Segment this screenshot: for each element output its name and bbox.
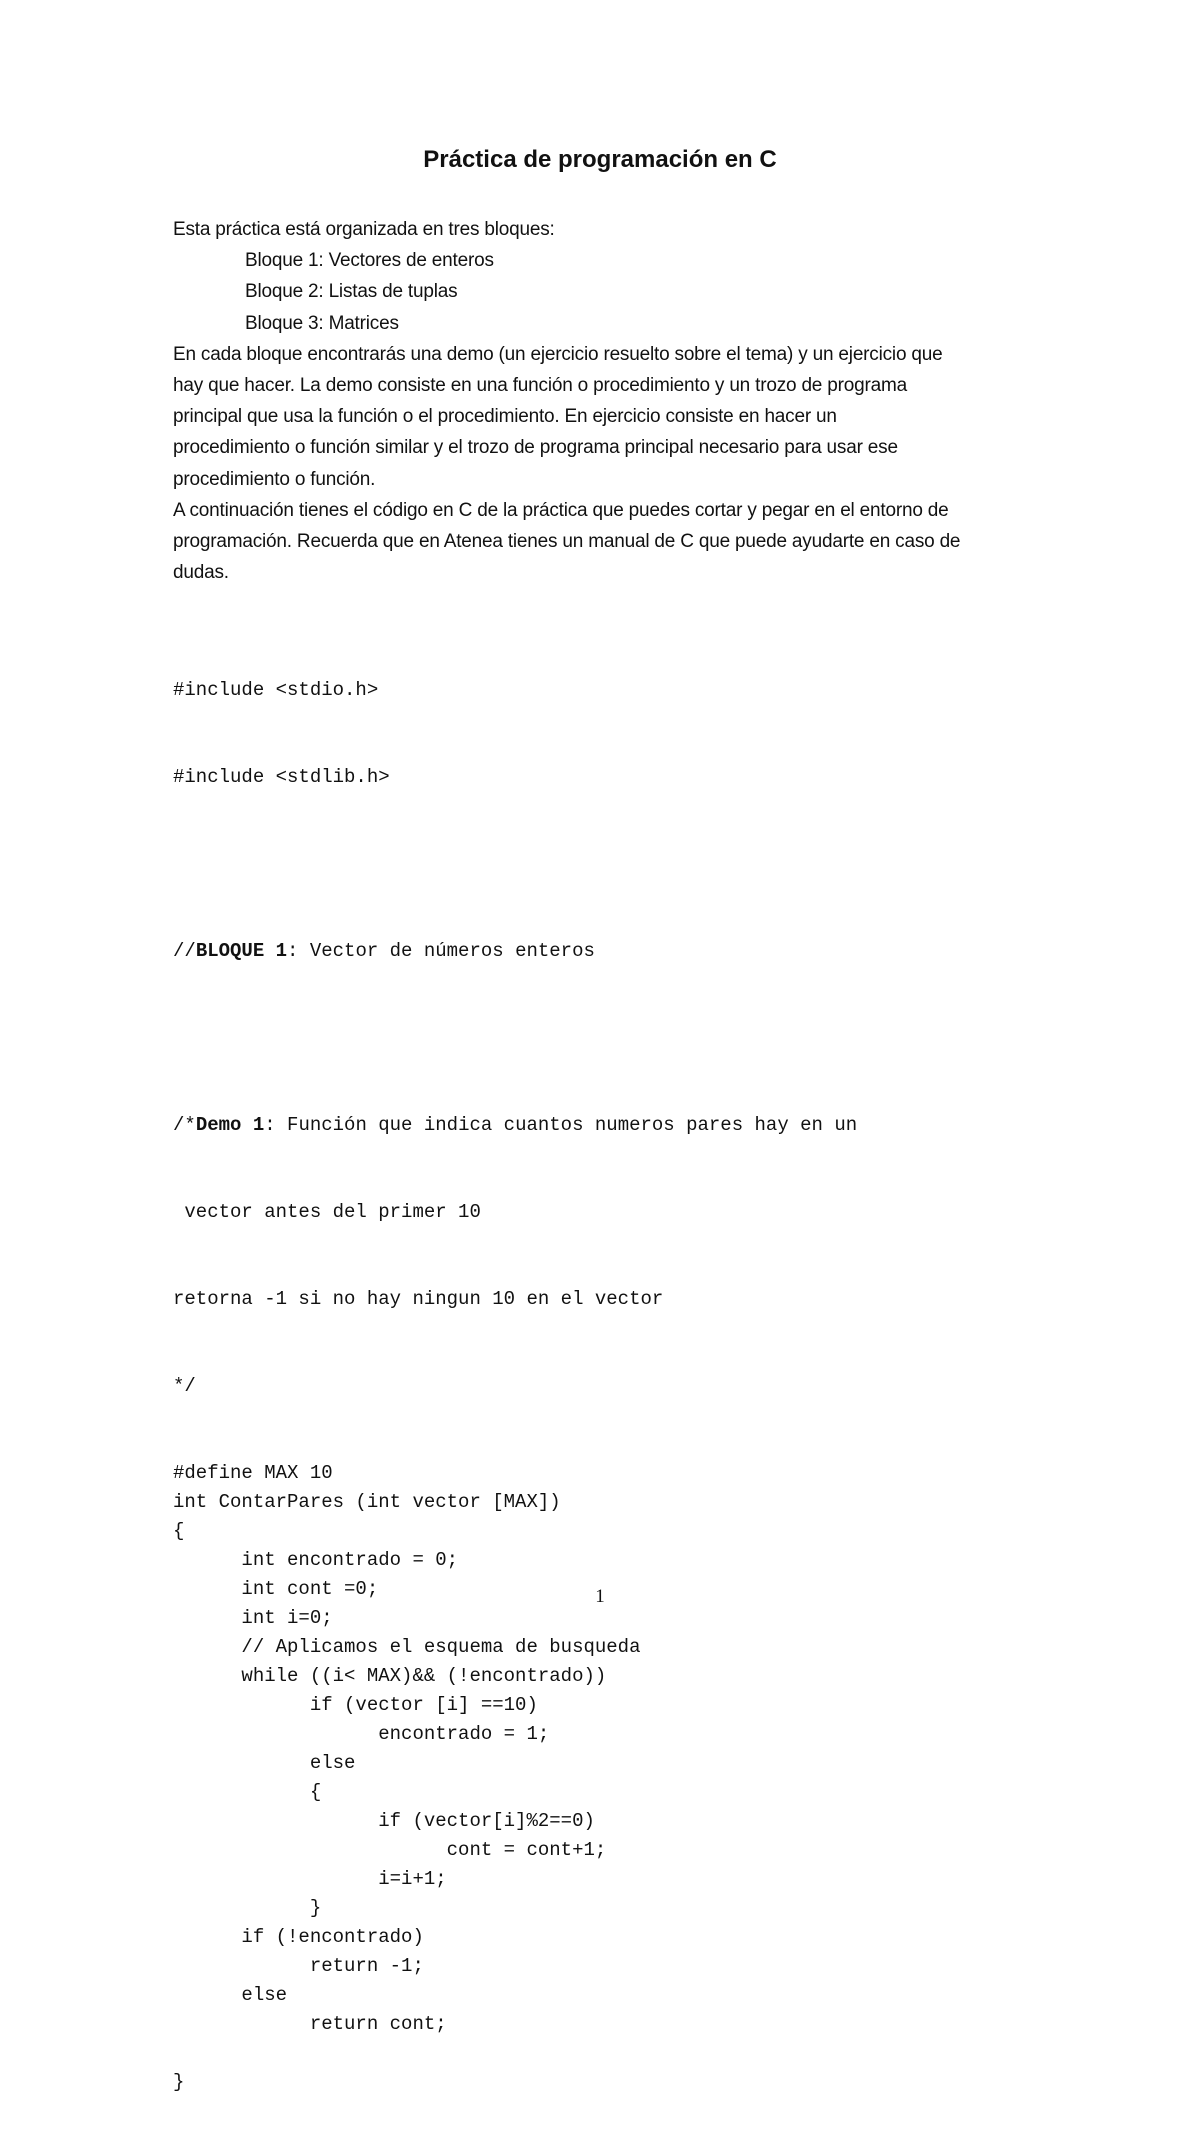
paragraph-line: A continuación tienes el código en C de la práctica que puedes cortar y pegar en el entorno de <box>173 499 949 521</box>
code-line: { <box>173 1781 322 1803</box>
paragraph-line: En cada bloque encontrarás una demo (un ejercicio resuelto sobre el tema) y un ejercicio que <box>173 343 943 365</box>
block-list-item: Bloque 3: Matrices <box>245 312 399 334</box>
comment-prefix: // <box>173 940 196 962</box>
code-line: if (vector[i]%2==0) <box>173 1810 595 1832</box>
code-blank-line <box>173 850 1073 879</box>
code-line: #include <stdio.h> <box>173 679 379 701</box>
code-line: */ <box>173 1375 196 1397</box>
block-list-item: Bloque 1: Vectores de enteros <box>245 250 494 272</box>
code-line-demo-comment <box>173 1111 1073 1140</box>
intro-lead: Esta práctica está organizada en tres bloques: <box>173 219 555 240</box>
code-line: #include <stdlib.h> <box>173 766 390 788</box>
paragraph-line: dudas. <box>173 562 229 584</box>
code-line: int encontrado = 0; <box>173 1549 459 1571</box>
paragraph-line: programación. Recuerda que en Atenea tienes un manual de C que puede ayudarte en caso de <box>173 530 961 552</box>
code-line: while ((i< MAX)&& (!encontrado)) <box>173 1665 607 1687</box>
code-line: } <box>173 2071 185 2093</box>
paragraph-line: procedimiento o función. <box>173 468 376 490</box>
code-line: cont = cont+1; <box>173 1839 607 1861</box>
document-title: Práctica de programación en C <box>423 146 777 173</box>
code-line: #define MAX 10 <box>173 1462 333 1484</box>
bloque-description: : Vector de números enteros <box>287 940 595 962</box>
code-line: int i=0; <box>173 1607 333 1629</box>
code-line-bloque-comment <box>173 937 1073 966</box>
demo-label: Demo 1 <box>195 1114 265 1136</box>
code-blank-line <box>173 2039 1073 2068</box>
code-line: int ContarPares (int vector [MAX]) <box>173 1491 561 1513</box>
paragraph-line: procedimiento o función similar y el trozo de programa principal necesario para usar ese <box>173 437 898 459</box>
code-line: int cont =0; <box>173 1578 379 1600</box>
block-list-item: Bloque 2: Listas de tuplas <box>245 281 458 303</box>
code-line: i=i+1; <box>173 1868 447 1890</box>
code-line: encontrado = 1; <box>173 1723 550 1745</box>
code-line: return cont; <box>173 2013 447 2035</box>
code-line: vector antes del primer 10 <box>173 1201 481 1223</box>
code-line: if (vector [i] ==10) <box>173 1694 538 1716</box>
comment-prefix: /* <box>173 1114 196 1136</box>
code-line: else <box>173 1752 356 1774</box>
code-line: return -1; <box>173 1955 424 1977</box>
code-line: else <box>173 1984 288 2006</box>
demo-description: : Función que indica cuantos numeros pares hay en un <box>264 1114 858 1136</box>
code-line: retorna -1 si no hay ningun 10 en el vector <box>173 1288 664 1310</box>
code-blank-line <box>173 1024 1073 1053</box>
paragraph-line: hay que hacer. La demo consiste en una función o procedimiento y un trozo de programa <box>173 374 907 396</box>
code-listing <box>173 618 1073 2155</box>
code-line: } <box>173 1897 322 1919</box>
bloque-label: BLOQUE 1 <box>195 940 288 962</box>
page-number: 1 <box>595 1586 605 1607</box>
code-line: { <box>173 1520 185 1542</box>
intro-section <box>173 214 1033 588</box>
function-body <box>173 1459 1073 2097</box>
paragraph-line: principal que usa la función o el procedimiento. En ejercicio consiste en hacer un <box>173 406 837 428</box>
code-line: // Aplicamos el esquema de busqueda <box>173 1636 641 1658</box>
code-line: if (!encontrado) <box>173 1926 424 1948</box>
